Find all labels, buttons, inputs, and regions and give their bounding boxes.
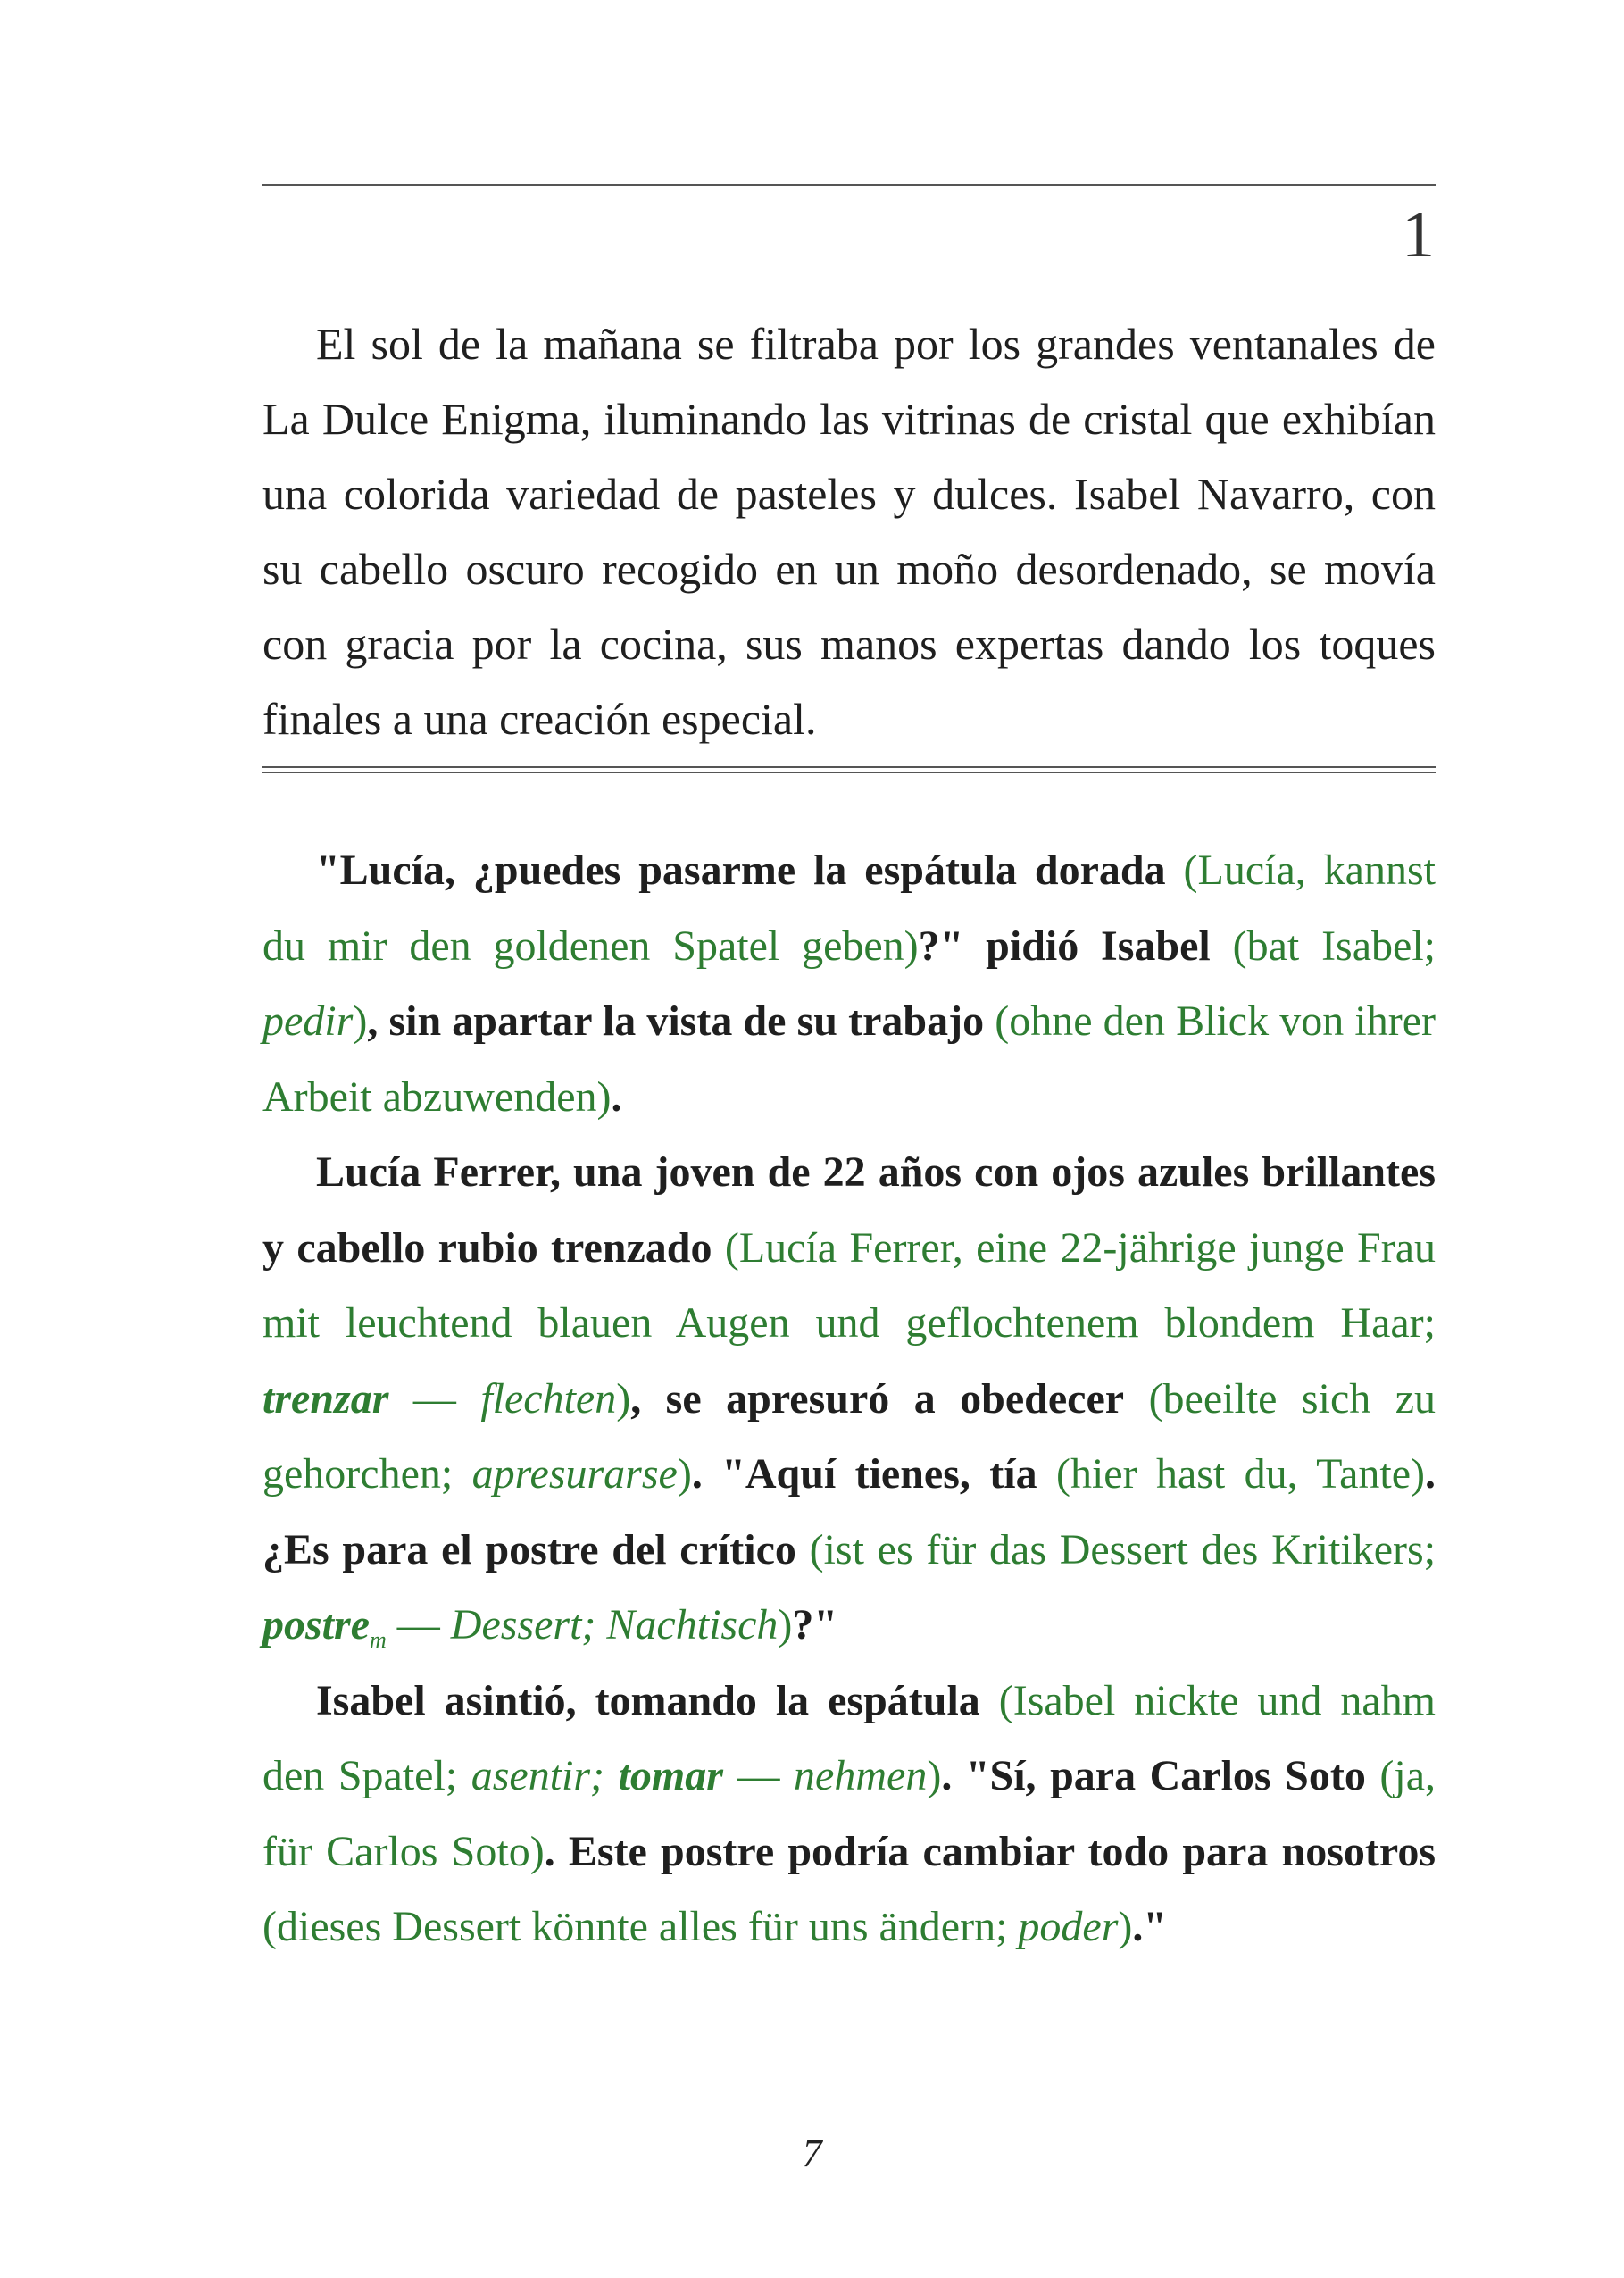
spanish-text: ." [1132, 1903, 1168, 1950]
intro-paragraph: El sol de la mañana se filtraba por los grandes ventanales de La Dulce Enigma, iluminando las vitrinas de cristal que exhibían una colorida variedad de pasteles y dulces. Isabel Navarro, con su cabello oscuro recogido en un moño desordenado, se movía con gracia por la cocina, sus manos expertas dando los toques finales a una creación especial. [262, 319, 1436, 744]
german-gloss: (beeilte sich zu gehorchen; apresurarse) [262, 1374, 1437, 1498]
german-gloss: (Isabel nickte und nahm den Spatel; asentir; tomar — nehmen) [262, 1676, 1436, 1799]
spanish-text: Isabel asintió, tomando la espátula [316, 1676, 980, 1724]
section-double-rule [262, 766, 1436, 773]
spanish-text: . [611, 1072, 622, 1121]
page-number: 7 [802, 2132, 822, 2175]
spanish-text: . Este postre podría cambiar todo para nosotros [544, 1827, 1437, 1875]
paragraph-2 [262, 1135, 1436, 1664]
spanish-text: ?" pidió Isabel [918, 922, 1211, 970]
german-gloss: (dieses Dessert könnte alles für uns ändern; poder) [262, 1903, 1133, 1950]
spanish-text: Lucía Ferrer, una joven de 22 años con ojos azules brillantes y cabello rubio trenzado [262, 1148, 1436, 1272]
spanish-text: ?" [792, 1601, 838, 1648]
paragraph-1 [262, 833, 1436, 1135]
german-gloss: (ist es für das Dessert des Kritikers; postre$_m$ — Dessert; Nachtisch) [262, 1525, 1437, 1653]
bilingual-text [262, 833, 1436, 1965]
spanish-text: . ¿Es para el postre del crítico [262, 1450, 1437, 1573]
german-gloss: (bat Isabel; pedir) [262, 922, 1437, 1045]
german-gloss: (ja, für Carlos Soto) [262, 1752, 1437, 1875]
spanish-text: . "Aquí tienes, tía [691, 1450, 1037, 1498]
spanish-text: , se apresuró a obedecer [630, 1374, 1125, 1423]
german-gloss: (hier hast du, Tante) [1055, 1450, 1426, 1498]
spanish-text: "Lucía, ¿puedes pasarme la espátula dorada [316, 847, 1166, 894]
chapter-number: 1 [1402, 198, 1435, 271]
intro-block [262, 306, 1436, 756]
paragraph-3 [262, 1664, 1436, 1965]
spanish-text: , sin apartar la vista de su trabajo [367, 997, 985, 1045]
spanish-text: . "Sí, para Carlos Soto [941, 1752, 1366, 1799]
german-gloss: (ohne den Blick von ihrer Arbeit abzuwenden) [262, 997, 1437, 1121]
german-gloss: (Lucía, kannst du mir den goldenen Spatel geben) [262, 847, 1436, 970]
german-gloss: (Lucía Ferrer, eine 22-jährige junge Frau mit leuchtend blauen Augen und geflochtenem blondem Haar; trenzar — flechten) [262, 1223, 1437, 1423]
chapter-top-rule [262, 184, 1436, 186]
